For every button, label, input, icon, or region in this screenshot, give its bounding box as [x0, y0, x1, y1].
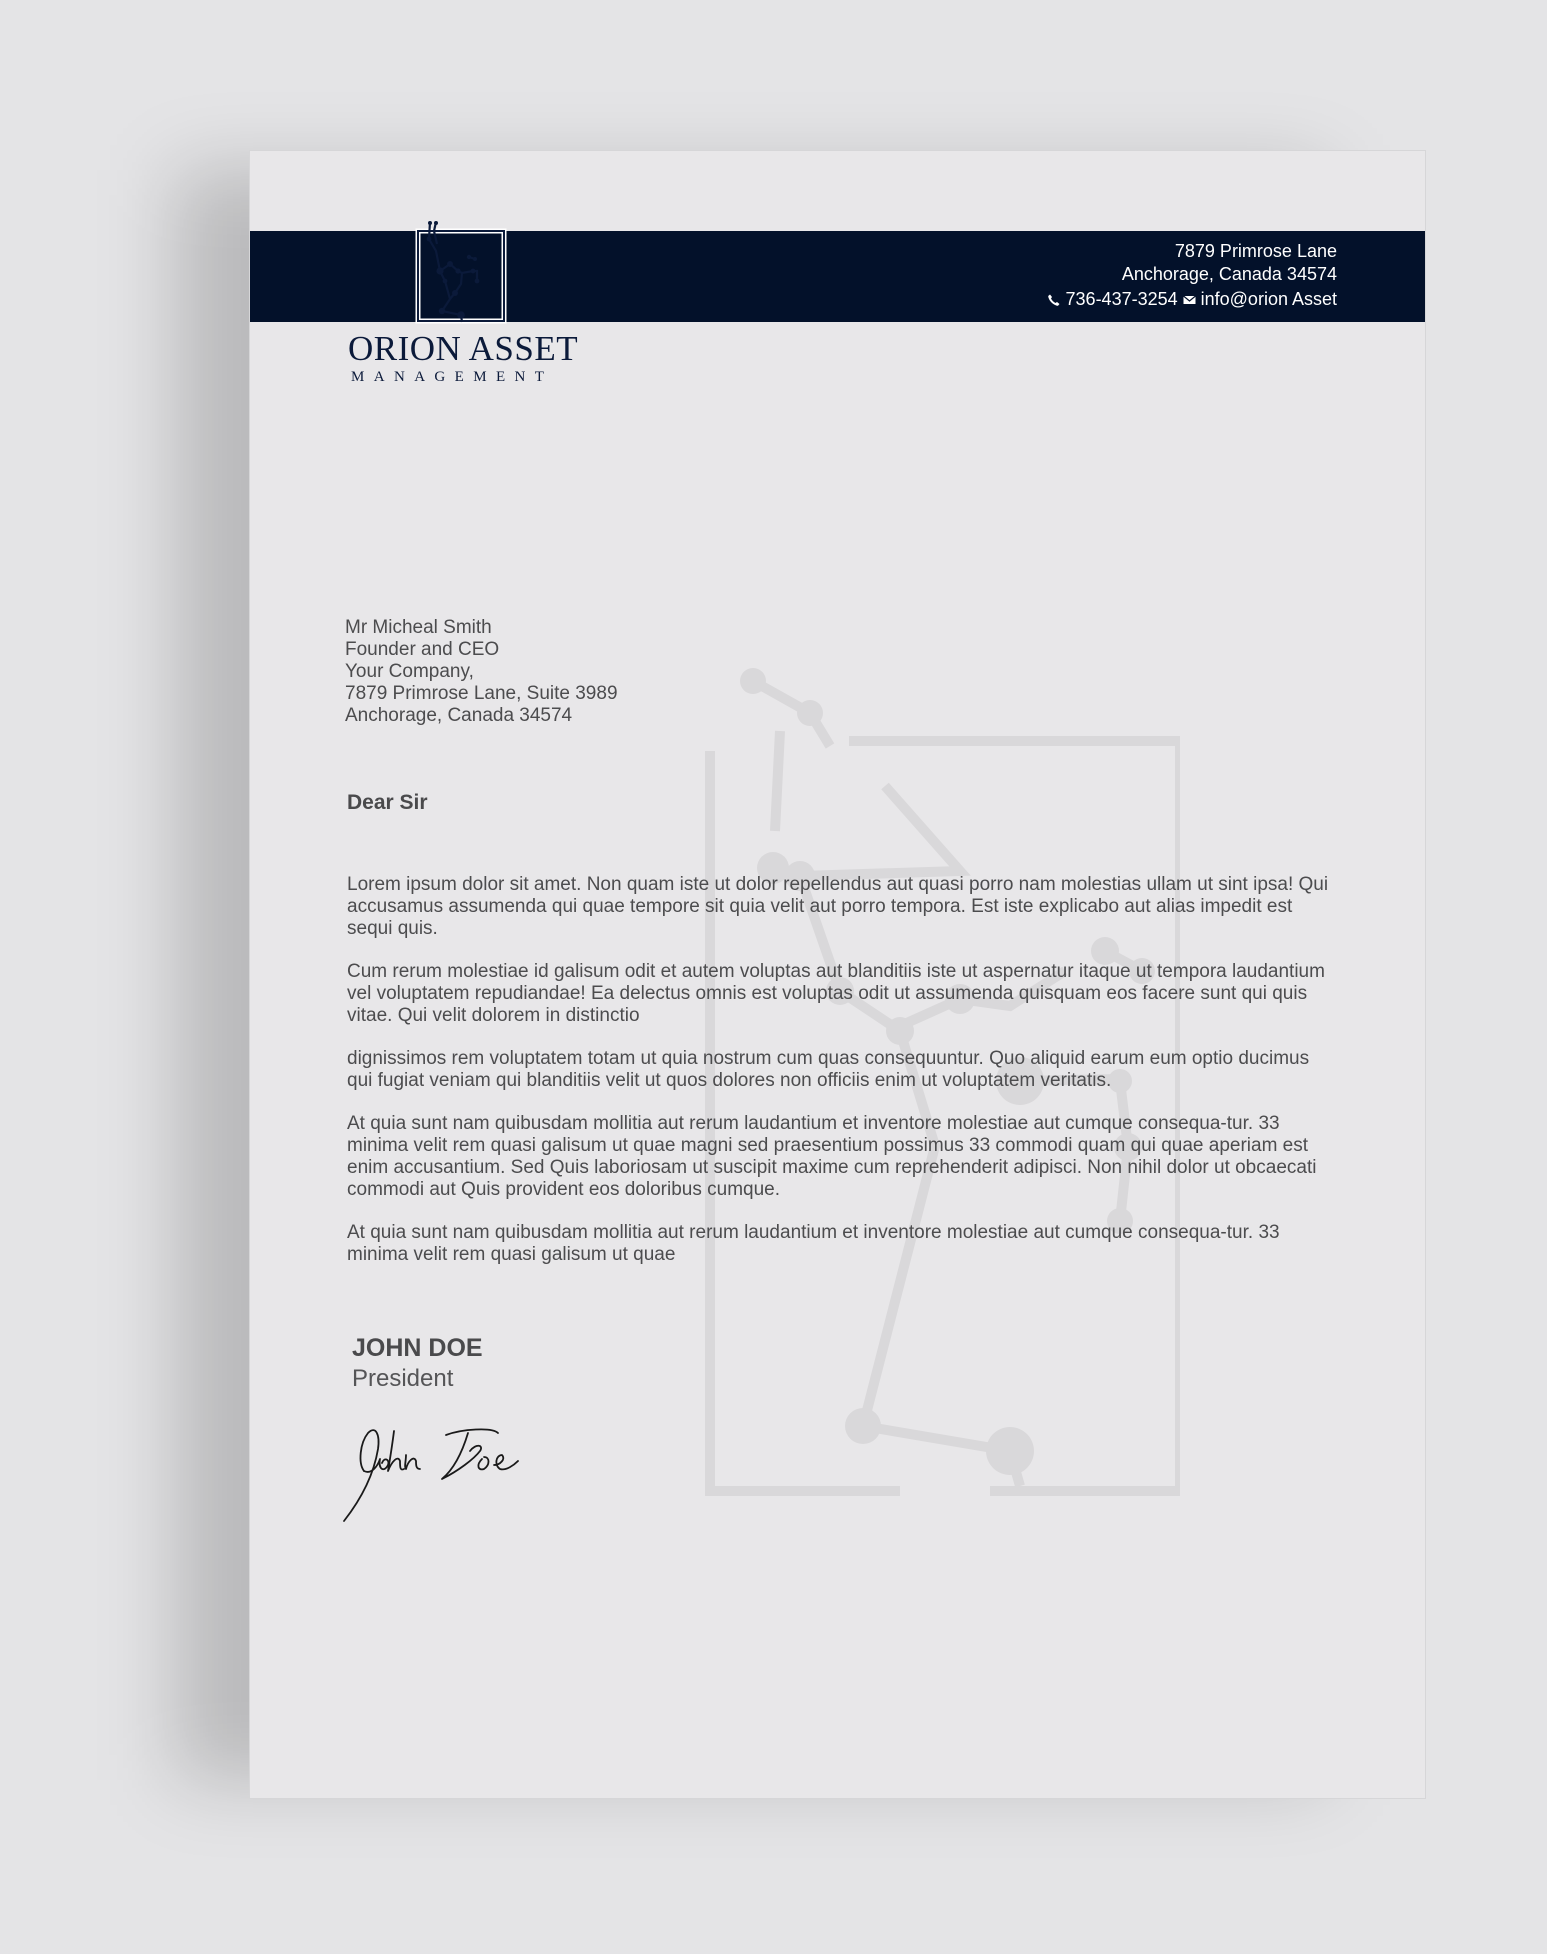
recipient-company: Your Company,	[345, 661, 474, 682]
body-paragraph: At quia sunt nam quibusdam mollitia aut rerum laudantium et inventore molestiae aut cumque consequa-tur. 33 minima velit rem quasi galisum ut quae magni sed praesentium possimus 33 commodi quam qui quae aperiam est enim accusantium. Sed Quis laboriosam ut suscipit maxime cum reprehenderit adipisci. Non nihil dolor ut obcaecati commodi aut Quis provident eos doloribus cumque.	[347, 1113, 1317, 1200]
signatory-name: JOHN DOE	[352, 1334, 483, 1362]
salutation: Dear Sir	[347, 791, 428, 814]
recipient-name: Mr Micheal Smith	[345, 617, 492, 638]
recipient-address-line1: 7879 Primrose Lane, Suite 3989	[345, 683, 618, 704]
body-paragraph: Cum rerum molestiae id galisum odit et autem voluptas aut blanditiis iste ut aspernatur itaque ut tempora laudantium vel voluptatem repudiandae! Ea delectus omnis est voluptas odit ut assumenda quisquam eos facere sunt qui quis vitae. Qui velit dolorem in distinctio	[347, 961, 1325, 1026]
header-contact-row	[1047, 288, 1337, 311]
letterhead-page	[249, 150, 1426, 1799]
header-contact	[1047, 240, 1337, 311]
letter-body	[347, 874, 1332, 1287]
body-paragraph: At quia sunt nam quibusdam mollitia aut rerum laudantium et inventore molestiae aut cumque consequa-tur. 33 minima velit rem quasi galisum ut quae	[347, 1222, 1280, 1265]
signatory-title: President	[352, 1365, 454, 1392]
orion-logo-icon	[415, 219, 509, 325]
envelope-icon	[1183, 295, 1196, 305]
header-email: info@orion Asset	[1200, 289, 1337, 309]
company-name: ORION ASSET	[348, 329, 579, 368]
phone-icon	[1047, 293, 1061, 307]
company-subtitle: MANAGEMENT	[351, 369, 554, 385]
body-paragraph: dignissimos rem voluptatem totam ut quia nostrum cum quas consequuntur. Quo aliquid earum eum optio ducimus qui fugiat veniam qui blanditiis velit ut quos dolores non officiis enim ut voluptatem veritatis.	[347, 1048, 1310, 1091]
body-paragraph: Lorem ipsum dolor sit amet. Non quam iste ut dolor repellendus aut quasi porro nam molestias ullam ut sint ipsa! Qui accusamus assumenda qui quae tempore sit quia velit aut porro tempora. Est iste explicabo aut alias impedit est sequi quis.	[347, 874, 1329, 939]
recipient-block	[345, 617, 618, 727]
recipient-title: Founder and CEO	[345, 639, 500, 660]
handwritten-signature	[342, 1413, 542, 1523]
recipient-address-line2: Anchorage, Canada 34574	[345, 705, 573, 726]
header-phone: 736-437-3254	[1065, 289, 1178, 309]
header-address-line2: Anchorage, Canada 34574	[1121, 264, 1337, 284]
header-address-line1: 7879 Primrose Lane	[1174, 241, 1337, 261]
